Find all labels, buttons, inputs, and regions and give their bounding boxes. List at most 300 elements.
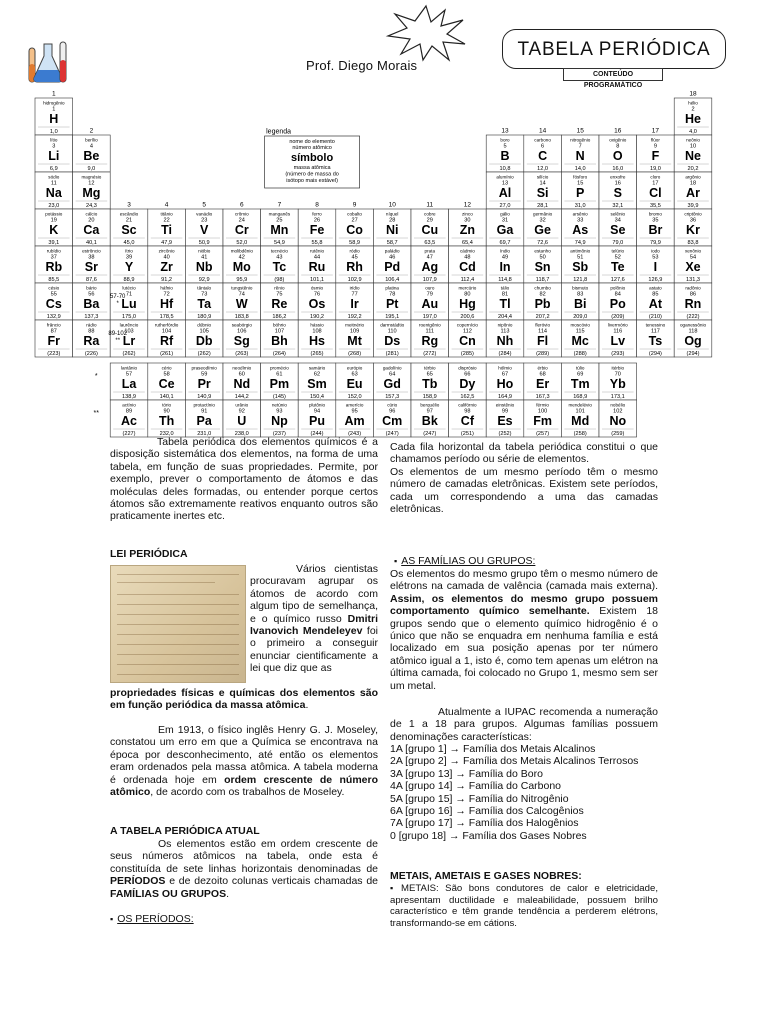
- element-symbol: Tl: [499, 297, 511, 311]
- atomic-mass: 101,1: [310, 277, 324, 283]
- actinide-marker: **: [115, 338, 121, 344]
- atomic-number: 53: [652, 254, 659, 261]
- element-name: silício: [536, 174, 549, 180]
- familias-bold-text: Assim, os elementos do mesmo grupo possuem comportamento químico semelhante.: [390, 592, 658, 618]
- atomic-number: 22: [163, 217, 170, 224]
- atomic-number: 23: [201, 217, 208, 224]
- atomic-number: 59: [201, 371, 208, 378]
- element-name: magnésio: [81, 174, 102, 180]
- atomic-mass: 83,8: [687, 240, 699, 246]
- element-symbol: Tm: [570, 377, 590, 391]
- lei-statement: propriedades físicas e químicas dos elementos são em função periódica da massa atômica: [110, 687, 378, 712]
- atomic-mass: (258): [573, 431, 587, 437]
- group-number: 1: [51, 90, 56, 98]
- element-cell: [486, 246, 524, 283]
- element-name: dúbnio: [197, 322, 212, 328]
- element-cell: [373, 320, 411, 357]
- element-symbol: Ds: [384, 334, 401, 348]
- element-symbol: Mc: [571, 334, 589, 348]
- element-name: telúrio: [611, 248, 625, 254]
- legend-symbol: símbolo: [291, 152, 334, 164]
- element-name: rádio: [86, 322, 97, 328]
- element-cell: [449, 320, 487, 357]
- atomic-mass: (209): [611, 314, 625, 320]
- element-name: iodo: [651, 248, 660, 254]
- element-symbol: Th: [158, 414, 175, 428]
- element-cell: [524, 172, 562, 209]
- element-name: estanho: [534, 248, 551, 254]
- element-cell: [373, 400, 411, 437]
- element-cell: [486, 320, 524, 357]
- atomic-mass: 152,0: [347, 394, 362, 400]
- group-number: 16: [614, 127, 622, 135]
- group-number: 2: [89, 127, 94, 135]
- element-name: polônio: [610, 285, 626, 291]
- atomic-number: 7: [578, 143, 582, 150]
- element-symbol: Ho: [496, 377, 514, 391]
- group-number: 14: [538, 127, 547, 135]
- atomic-mass: 175,0: [122, 314, 136, 320]
- element-name: netúnio: [271, 402, 287, 408]
- element-cell: [524, 363, 562, 400]
- element-name: manganês: [268, 211, 291, 217]
- group-number: 10: [388, 201, 396, 209]
- atomic-mass: 158,9: [422, 394, 437, 400]
- atomic-mass: 69,7: [499, 240, 511, 246]
- element-cell: [449, 400, 487, 437]
- element-symbol: Ir: [350, 297, 359, 311]
- element-name: potássio: [45, 211, 63, 217]
- atomic-number: 115: [575, 328, 585, 335]
- atomic-number: 68: [539, 371, 546, 378]
- lanthanide-marker: 57-70: [110, 294, 126, 300]
- group-number: 15: [576, 127, 584, 135]
- element-symbol: Bi: [573, 297, 587, 311]
- atomic-number: 77: [351, 291, 358, 298]
- element-symbol: Li: [48, 149, 60, 163]
- atomic-mass: 39,1: [48, 240, 60, 246]
- atomic-number: 101: [575, 408, 585, 415]
- element-cell: [35, 209, 73, 246]
- atomic-mass: 35,5: [649, 203, 661, 209]
- element-name: amerício: [345, 402, 364, 408]
- atomic-number: 13: [501, 180, 509, 187]
- atomic-mass: 4,0: [689, 129, 697, 135]
- element-cell: [449, 363, 487, 400]
- element-symbol: Be: [83, 149, 100, 163]
- element-name: seabórgio: [231, 322, 252, 328]
- element-name: lantânio: [120, 365, 138, 371]
- atual-end: .: [226, 887, 230, 900]
- element-name: praseodímio: [191, 365, 217, 371]
- atomic-number: 84: [614, 291, 621, 298]
- element-name: frâncio: [46, 322, 61, 328]
- atomic-mass: 183,8: [234, 314, 249, 320]
- atomic-mass: 190,2: [310, 314, 324, 320]
- element-symbol: Mn: [270, 223, 289, 237]
- element-symbol: Fr: [47, 334, 61, 348]
- element-cell: [336, 320, 374, 357]
- metais-heading: METAIS, AMETAIS E GASES NOBRES:: [390, 870, 582, 882]
- element-cell: [637, 283, 675, 320]
- familias-title: AS FAMÍLIAS OU GRUPOS:: [401, 555, 536, 567]
- element-cell: [261, 363, 299, 400]
- element-symbol: K: [49, 223, 59, 237]
- atomic-number: 21: [125, 217, 133, 224]
- lab-flasks-icon: [26, 38, 72, 86]
- element-symbol: Se: [610, 223, 626, 237]
- atomic-number: 8: [616, 143, 620, 150]
- element-cell: [336, 283, 374, 320]
- atomic-mass: 12,0: [537, 166, 549, 172]
- element-symbol: Au: [421, 297, 439, 311]
- element-name: térbio: [424, 365, 436, 371]
- element-symbol: Kr: [686, 223, 700, 237]
- atomic-number: 16: [614, 180, 621, 187]
- atomic-mass: (259): [611, 431, 625, 437]
- element-symbol: Cs: [45, 297, 62, 311]
- element-symbol: Ce: [158, 377, 175, 391]
- element-name: tecnécio: [270, 248, 288, 254]
- group-number: 11: [426, 201, 434, 209]
- element-name: ródio: [349, 248, 360, 254]
- moseley-paragraph: [110, 724, 378, 798]
- element-name: platina: [385, 285, 399, 291]
- atomic-mass: 74,9: [574, 240, 586, 246]
- element-cell: [373, 209, 411, 246]
- element-name: zinco: [462, 211, 473, 217]
- element-symbol: Og: [684, 334, 702, 348]
- element-name: xenônio: [684, 248, 702, 254]
- atomic-mass: 102,9: [347, 277, 362, 283]
- atomic-mass: 144,2: [234, 394, 249, 400]
- atomic-number: 100: [537, 408, 548, 415]
- atomic-number: 102: [613, 408, 623, 415]
- element-symbol: W: [235, 297, 248, 311]
- element-cell: [599, 320, 637, 357]
- element-symbol: Sb: [572, 260, 589, 274]
- element-name: mercúrio: [458, 285, 477, 291]
- atomic-number: 11: [50, 180, 57, 187]
- element-name: nobélio: [610, 402, 626, 408]
- element-cell: [637, 320, 675, 357]
- atomic-number: 4: [89, 143, 93, 150]
- atomic-mass: (247): [385, 431, 399, 437]
- atomic-number: 72: [163, 291, 170, 298]
- element-symbol: Bk: [421, 414, 438, 428]
- element-name: arsênio: [572, 211, 588, 217]
- atomic-mass: 28,1: [537, 203, 549, 209]
- element-name: disprósio: [458, 365, 477, 371]
- atomic-mass: 32,1: [612, 203, 624, 209]
- atomic-mass: 16,0: [612, 166, 624, 172]
- atomic-number: 30: [464, 217, 471, 224]
- atomic-number: 32: [539, 217, 546, 224]
- atomic-number: 49: [501, 254, 509, 261]
- atomic-number: 9: [653, 143, 657, 150]
- family-item: 6A [grupo 16] → Família dos Calcogênios: [390, 805, 584, 818]
- element-symbol: Tb: [422, 377, 438, 391]
- element-name: rubídio: [46, 248, 61, 254]
- atomic-mass: (285): [460, 351, 474, 357]
- atomic-mass: 91,2: [161, 277, 173, 283]
- legend-line: massa atômica: [293, 165, 331, 171]
- element-cell: [674, 209, 712, 246]
- element-cell: [223, 320, 261, 357]
- atomic-mass: 164,9: [498, 394, 512, 400]
- element-cell: [599, 400, 637, 437]
- element-cell: [637, 246, 675, 283]
- legend-title: legenda: [266, 128, 292, 136]
- atomic-mass: 173,1: [610, 394, 625, 400]
- atomic-mass: 162,5: [460, 394, 475, 400]
- atomic-number: 63: [351, 371, 358, 378]
- element-symbol: Ru: [308, 260, 326, 274]
- element-name: tântalo: [197, 285, 212, 291]
- element-symbol: V: [200, 223, 209, 237]
- moseley-text: Em 1913, o físico inglês Henry G. J. Moseley, constatou um erro em que a Química se encontrava na época por desconhecimento, até então os elementos eram ordenados pela massa atômica. A tabela moderna é ordenada hoje em: [110, 724, 378, 786]
- element-symbol: Ca: [83, 223, 100, 237]
- element-name: copernício: [456, 322, 479, 328]
- atomic-mass: 52,0: [236, 240, 248, 246]
- element-name: alumínio: [496, 174, 514, 180]
- element-name: argônio: [685, 174, 701, 180]
- atomic-number: 27: [351, 217, 358, 224]
- element-cell: [486, 363, 524, 400]
- atomic-number: 99: [501, 408, 509, 415]
- atomic-number: 42: [238, 254, 245, 261]
- atomic-mass: (262): [122, 351, 136, 357]
- element-name: lutécio: [122, 285, 136, 291]
- element-cell: [599, 209, 637, 246]
- atomic-mass: (251): [460, 431, 474, 437]
- atomic-number: 44: [313, 254, 321, 261]
- atomic-mass: 121,8: [573, 277, 588, 283]
- atomic-mass: (244): [310, 431, 324, 437]
- element-symbol: Pm: [269, 377, 290, 391]
- element-symbol: Nd: [233, 377, 251, 391]
- element-cell: [223, 400, 261, 437]
- atomic-mass: 192,2: [347, 314, 362, 320]
- atomic-mass: 106,4: [385, 277, 400, 283]
- element-cell: [524, 135, 562, 172]
- moseley-end: , de acordo com os trabalhos de Moseley.: [150, 786, 345, 799]
- atomic-mass: 178,5: [159, 314, 174, 320]
- atomic-mass: (284): [498, 351, 512, 357]
- atomic-number: 97: [426, 408, 433, 415]
- element-symbol: H: [49, 112, 59, 126]
- element-cell: [486, 209, 524, 246]
- element-symbol: Db: [195, 334, 213, 348]
- element-symbol: Na: [45, 186, 62, 200]
- element-name: neônio: [686, 137, 700, 143]
- atomic-number: 85: [652, 291, 659, 298]
- group-number: 17: [651, 127, 660, 135]
- atomic-number: 47: [426, 254, 433, 261]
- element-cell: [185, 209, 223, 246]
- element-cell: [486, 135, 524, 172]
- mendeleev-table-image: [110, 565, 246, 683]
- element-symbol: Pt: [385, 297, 399, 311]
- element-symbol: Hg: [459, 297, 476, 311]
- element-cell: [298, 400, 336, 437]
- element-cell: [35, 283, 73, 320]
- atomic-number: 48: [464, 254, 471, 261]
- atomic-mass: (223): [47, 351, 61, 357]
- atual-text-a: Os elementos estão em ordem crescente de seus números atômicos na tabela, onde esta é constituída de sete linhas horizontais denominadas de: [110, 838, 378, 875]
- element-symbol: As: [572, 223, 589, 237]
- atomic-number: 10: [689, 143, 697, 150]
- atomic-number: 81: [501, 291, 509, 298]
- element-symbol: Lu: [121, 297, 137, 311]
- atomic-mass: (145): [272, 394, 286, 400]
- group-number: 13: [501, 127, 509, 135]
- element-cell: [148, 246, 186, 283]
- element-symbol: Ge: [534, 223, 551, 237]
- atomic-number: 80: [464, 291, 471, 298]
- element-name: érbio: [537, 365, 548, 371]
- atomic-number: 71: [125, 291, 133, 298]
- atomic-number: 31: [501, 217, 509, 224]
- element-name: itérbio: [611, 365, 625, 371]
- atomic-number: 64: [389, 371, 396, 378]
- lei-text-a: Vários cientistas procuravam agrupar os átomos de acordo com algum tipo de semelhança, e o químico russo: [250, 563, 378, 625]
- element-name: mendelévio: [568, 402, 592, 408]
- element-name: astato: [649, 285, 662, 291]
- element-symbol: Gd: [383, 377, 401, 391]
- element-cell: [298, 283, 336, 320]
- element-symbol: Ra: [83, 334, 100, 348]
- atomic-mass: (237): [272, 431, 286, 437]
- atomic-mass: 238,0: [234, 431, 249, 437]
- element-symbol: Sg: [233, 334, 250, 348]
- family-item: 2A [grupo 2] → Família dos Metais Alcalinos Terrosos: [390, 755, 639, 768]
- atomic-mass: 54,9: [273, 240, 285, 246]
- element-symbol: Te: [610, 260, 625, 274]
- atomic-number: 98: [464, 408, 471, 415]
- element-cell: [185, 246, 223, 283]
- element-cell: [674, 98, 712, 135]
- element-symbol: He: [685, 112, 701, 126]
- element-cell: [261, 400, 299, 437]
- atomic-mass: 27,0: [499, 203, 511, 209]
- element-name: háfnio: [160, 285, 173, 291]
- atomic-mass: 20,2: [687, 166, 699, 172]
- element-name: neodímio: [232, 365, 252, 371]
- iupac-paragraph: Atualmente a IUPAC recomenda a numeração de 1 a 18 para grupos. Algumas famílias possuem denominações características:: [390, 706, 658, 743]
- element-name: gadolínio: [382, 365, 402, 371]
- element-cell: [674, 320, 712, 357]
- atomic-mass: (257): [536, 431, 550, 437]
- atomic-number: 86: [689, 291, 697, 298]
- atomic-number: 69: [577, 371, 584, 378]
- element-name: selênio: [610, 211, 626, 217]
- element-symbol: B: [500, 149, 510, 163]
- atomic-number: 96: [389, 408, 396, 415]
- atomic-number: 46: [389, 254, 396, 261]
- atomic-number: 2: [691, 106, 695, 113]
- intro-text: Tabela periódica dos elementos químicos é a disposição sistemática dos elementos, na forma de uma tabela, em função de suas propriedades. Permite, por exemplo, prever o comportamento de átomos e das moléculas deles formadas, ou entender porque certos átomos são extremamente reativos enquanto outros são praticamente inertes etc.: [110, 436, 378, 523]
- page-title: TABELA PERIÓDICA: [517, 39, 711, 60]
- element-symbol: Eu: [346, 377, 363, 391]
- actinide-row-marker: **: [93, 410, 99, 417]
- element-symbol: Tc: [272, 260, 287, 274]
- atomic-number: 45: [351, 254, 358, 261]
- element-cell: [486, 283, 524, 320]
- element-name: roentgênio: [418, 322, 441, 328]
- atomic-number: 70: [614, 371, 621, 378]
- element-cell: [73, 172, 111, 209]
- atomic-mass: 45,0: [123, 240, 135, 246]
- element-symbol: Cn: [459, 334, 476, 348]
- atomic-number: 87: [50, 328, 57, 335]
- atomic-mass: 92,9: [198, 277, 210, 283]
- intro-paragraph: [110, 436, 378, 523]
- atomic-mass: 40,1: [85, 240, 97, 246]
- element-cell: [223, 283, 261, 320]
- atomic-number: 107: [274, 328, 285, 335]
- element-cell: [35, 98, 73, 135]
- element-symbol: Dy: [459, 377, 476, 391]
- element-symbol: Rg: [421, 334, 439, 348]
- element-cell: [561, 209, 599, 246]
- atomic-mass: 200,6: [460, 314, 475, 320]
- atomic-number: 38: [88, 254, 95, 261]
- element-name: prata: [424, 248, 436, 254]
- element-cell: [298, 246, 336, 283]
- atomic-mass: (227): [122, 431, 136, 437]
- element-cell: [599, 246, 637, 283]
- element-symbol: Cr: [234, 223, 249, 237]
- element-cell: [561, 246, 599, 283]
- atomic-number: 60: [238, 371, 245, 378]
- atomic-number: 34: [614, 217, 621, 224]
- tabela-atual-heading: A TABELA PERIÓDICA ATUAL: [110, 825, 260, 837]
- atomic-number: 6: [541, 143, 545, 150]
- periodic-table: [33, 88, 747, 438]
- element-symbol: Pr: [197, 377, 211, 391]
- atomic-mass: 140,1: [159, 394, 174, 400]
- element-name: rênio: [274, 285, 285, 291]
- element-cell: [73, 209, 111, 246]
- element-name: cúrio: [387, 402, 398, 408]
- element-symbol: Al: [498, 186, 512, 200]
- atomic-mass: (272): [423, 351, 437, 357]
- atomic-mass: (268): [348, 351, 362, 357]
- atomic-mass: (265): [310, 351, 324, 357]
- atomic-mass: (252): [498, 431, 512, 437]
- element-symbol: Es: [497, 414, 513, 428]
- atomic-mass: 157,3: [385, 394, 400, 400]
- atomic-mass: 24,3: [85, 203, 97, 209]
- element-name: tálio: [500, 285, 510, 291]
- atomic-mass: 186,2: [272, 314, 287, 320]
- atomic-number: 104: [161, 328, 172, 335]
- element-cell: [373, 283, 411, 320]
- atomic-number: 65: [426, 371, 433, 378]
- os-periodos-title: OS PERÍODOS:: [117, 913, 194, 925]
- element-symbol: Zr: [160, 260, 173, 274]
- element-name: ferro: [312, 211, 322, 217]
- element-name: cobalto: [347, 211, 363, 217]
- element-cell: [73, 246, 111, 283]
- atomic-number: 114: [538, 328, 548, 335]
- element-name: cálcio: [85, 211, 98, 217]
- element-symbol: Yb: [609, 377, 626, 391]
- atomic-mass: 138,9: [122, 394, 136, 400]
- atomic-mass: 180,9: [197, 314, 212, 320]
- element-name: chumbo: [534, 285, 551, 291]
